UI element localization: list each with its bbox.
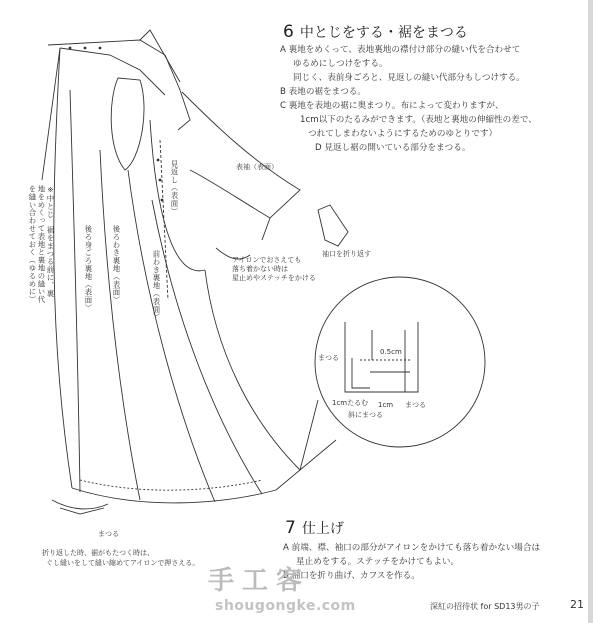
section7-number: 7	[285, 518, 296, 538]
coat-left-edge	[54, 48, 72, 488]
label-matsuru-2: まつる	[405, 401, 426, 409]
section7-a-line1: A 前端、襟、袖口の部分がアイロンをかけても落ち着かない場合は	[283, 543, 541, 553]
watermark-chinese: 手工客	[208, 566, 311, 596]
seam-4	[152, 200, 262, 494]
page-edge	[588, 0, 593, 623]
seam-3	[128, 170, 215, 502]
section6-c-line3: つれてしまわないようにするためのゆとりです）	[308, 129, 498, 139]
bottom-note-line2: ぐし縫いをして縫い縮めてアイロンで押さえる。	[46, 559, 200, 567]
label-back-side-lining: 後ろわき裏地（表面）	[112, 225, 121, 304]
seam-1	[70, 90, 80, 492]
coat-hem	[72, 488, 276, 503]
section6-d: D 見返し裾の開いている部分をまつる。	[315, 143, 471, 153]
bottom-note-line1: 折り返した時、裾がもたつく時は、	[42, 549, 154, 557]
label-back-body-lining: 後ろ身ごろ裏地（表面）	[84, 225, 93, 312]
section6-number: 6	[283, 22, 294, 42]
armhole	[111, 78, 144, 170]
label-front-side-lining: 前わき裏地（表面）	[152, 250, 161, 322]
label-outer-sleeve: 表袖（表面）	[236, 163, 278, 171]
label-bottom-matsuru: まつる	[98, 530, 119, 538]
seam-2	[100, 150, 140, 500]
label-slant-matsuru: 斜にまつる	[348, 411, 383, 419]
label-one-cm: 1cm	[378, 401, 394, 409]
section6-a-line1: A 裏地をめくって、表地裏地の襟付け部分の縫い代を合わせて	[280, 45, 521, 55]
coat-right-edge	[205, 270, 300, 490]
label-matsuru-circle: まつる	[318, 354, 339, 362]
section6-heading	[283, 22, 468, 42]
watermark-url: shougongke.com	[215, 598, 356, 614]
section7-title: 仕上げ	[301, 521, 344, 537]
section6-a-line2: ゆるめにしつけをする。	[293, 59, 388, 69]
detail-circle	[315, 277, 485, 447]
label-half-cm: 0.5cm	[380, 348, 402, 356]
label-slack: 1cmたるむ	[332, 399, 369, 407]
section7-heading	[285, 518, 344, 538]
section6-c-line1: C 裏地を表地の裾に奥まつり。布によって変わりますが、	[280, 101, 504, 111]
label-cuff-fold: 袖口を折り返す	[322, 250, 371, 258]
section6-b: B 表地の裾をまつる。	[280, 87, 366, 97]
section7-a-line2: 星止めをする。ステッチをかけてもよい。	[296, 557, 460, 567]
collar	[48, 40, 190, 130]
section6-c-line2: 1cm以下のたるみができます。（表地と裏地の伸縮性の差で、	[300, 115, 537, 125]
iron-note-line3: 星止めやステッチをかける	[232, 274, 316, 282]
section6-a-line3: 同じく、表前身ごろと、見返しの縫い代部分もしつけする。	[293, 73, 525, 83]
side-note: ※中とじ 裾をまつる前に、裏地をめくって表地と裏地の縫い代を縫い合わせておく（ゆるめに）	[28, 185, 55, 304]
section6-title: 中とじをする・裾をまつる	[299, 25, 468, 41]
iron-note-line1: アイロンでおさえても	[232, 256, 302, 264]
page-number: 21	[570, 598, 584, 611]
footer-caption: 深紅の招待状 for SD13男の子	[430, 602, 540, 611]
iron-note-line2: 落ち着かない時は	[232, 265, 288, 273]
section7-b: B 袖口を折り曲げ、カフスを作る。	[283, 571, 420, 581]
label-facing: 見返し（表面）	[170, 160, 179, 216]
